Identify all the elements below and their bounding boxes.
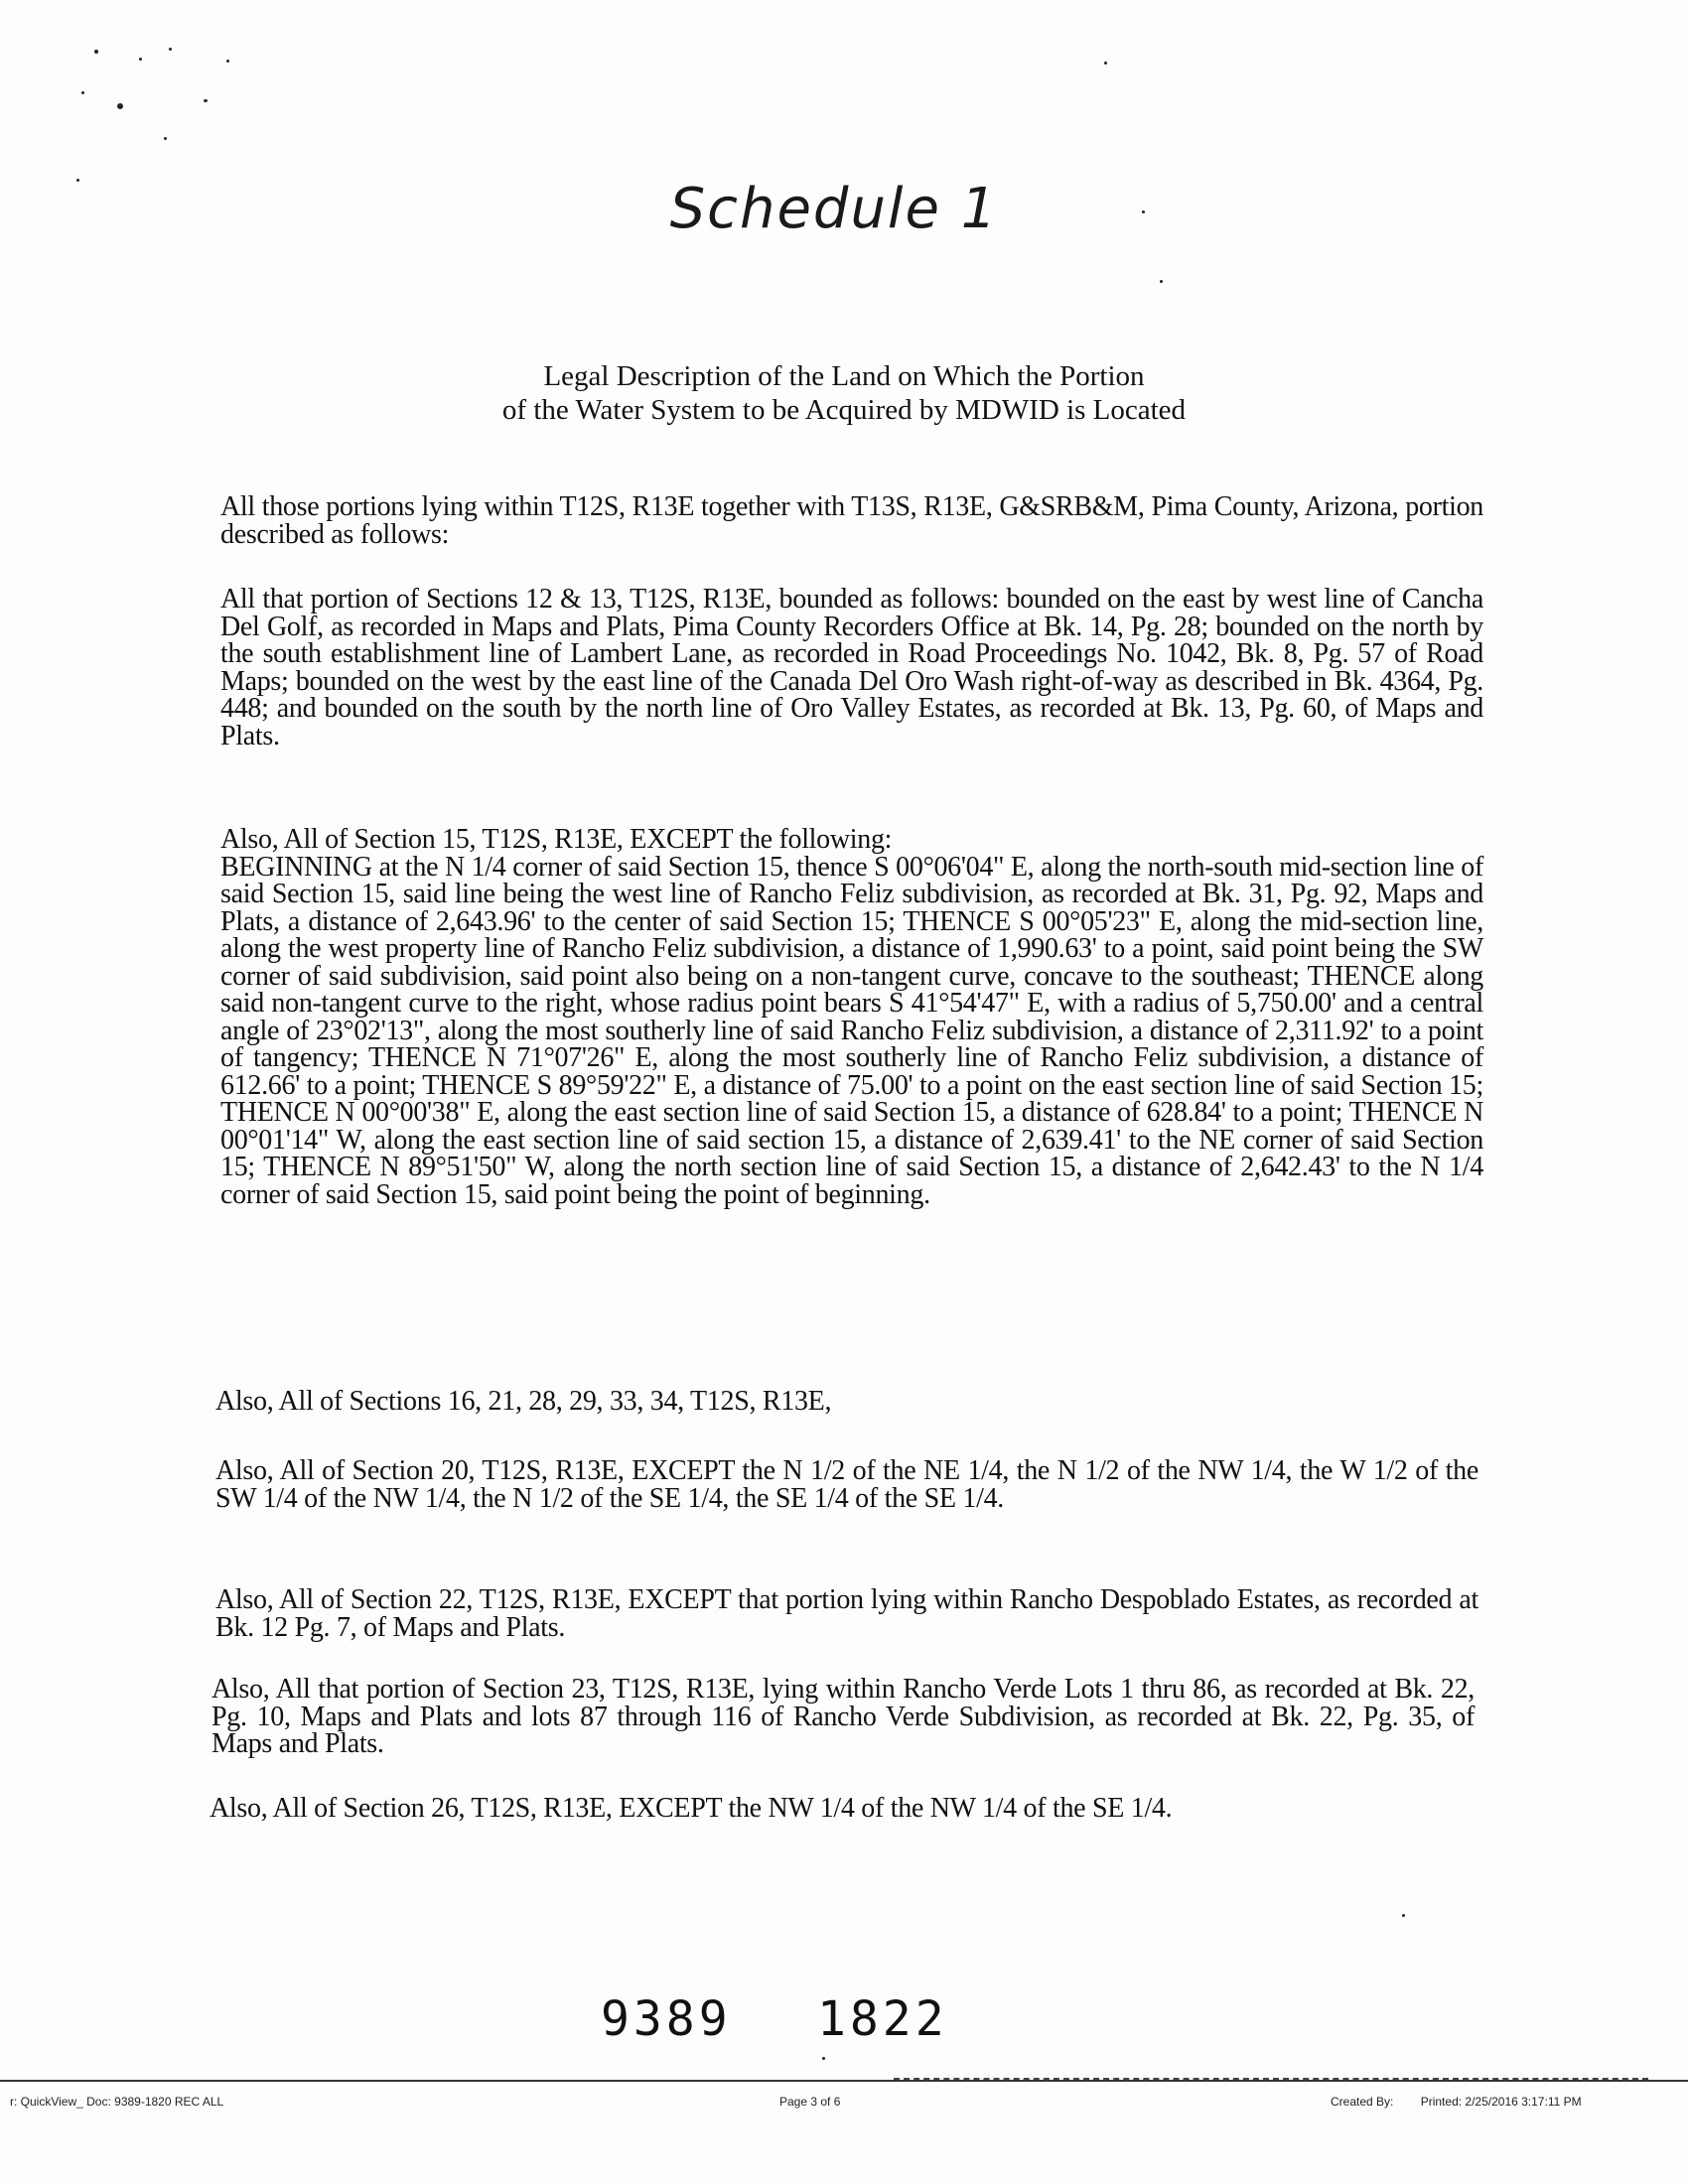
scan-speck [117, 103, 123, 109]
paragraph-sections-12-13: All that portion of Sections 12 & 13, T12S, R13E, bounded as follows: bounded on the east by west line of Cancha Del Golf, as recorded in Maps and Plats, Pima County Recorders Office at Bk. 14, Pg. 28; bounded on the north by the south establishment line of Lambert Lane, as recorded in Road Proceedings No. 1042, Bk. 8, Pg. 57 of Road Maps; bounded on the west by the east line of the Canada Del Oro Wash right-of-way as described in Bk. 4364, Pg. 448; and bounded on the south by the north line of Oro Valley Estates, as recorded at Bk. 13, Pg. 60, of Maps and Plats. [220, 584, 1483, 751]
scan-speck [169, 48, 172, 51]
scan-speck [81, 91, 84, 94]
schedule-title: Schedule 1 [669, 177, 999, 241]
paragraph-section-26: Also, All of Section 26, T12S, R13E, EXCEPT the NW 1/4 of the NW 1/4 of the SE 1/4. [210, 1793, 1173, 1824]
paragraph-section-22: Also, All of Section 22, T12S, R13E, EXCEPT that portion lying within Rancho Despoblado Estates, as recorded at Bk. 12 Pg. 7, of Maps and Plats. [215, 1584, 1478, 1643]
footer-divider [0, 2080, 1688, 2082]
document-heading [298, 359, 1390, 427]
scan-speck [822, 2057, 825, 2060]
footer-divider-dashed [894, 2078, 1648, 2080]
footer-doc-reference: r: QuickView_ Doc: 9389-1820 REC ALL [10, 2095, 224, 2109]
footer-page-count: Page 3 of 6 [779, 2095, 841, 2109]
footer-printed-timestamp: Printed: 2/25/2016 3:17:11 PM [1420, 2095, 1582, 2109]
scan-speck [76, 179, 79, 182]
scan-speck [139, 58, 142, 61]
scan-speck [94, 50, 98, 54]
scan-speck [1160, 280, 1163, 283]
paragraph-intro: All those portions lying within T12S, R13E together with T13S, R13E, G&SRB&M, Pima County, Arizona, portion described as follows: [220, 491, 1483, 550]
scan-speck [204, 99, 208, 102]
scan-speck [1402, 1914, 1405, 1917]
docket-number-stamp: 9389 [601, 1991, 732, 2047]
heading-line-2: of the Water System to be Acquired by MDWID is Located [501, 394, 1187, 426]
paragraph-section-23: Also, All that portion of Section 23, T12S, R13E, lying within Rancho Verde Lots 1 thru 86, as recorded at Bk. 22, Pg. 10, Maps and Plats and lots 87 through 116 of Rancho Verde Subdivision, as recorded at Bk. 22, Pg. 35, of Maps and Plats. [211, 1674, 1475, 1759]
paragraph-section-15 [220, 826, 1483, 1208]
paragraph-section-15-body: BEGINNING at the N 1/4 corner of said Section 15, thence S 00°06'04" E, along the north-south mid-section line of said Section 15, said line being the west line of Rancho Feliz subdivision, as recorded at Bk. 31, Pg. 92, Maps and Plats, a distance of 2,643.96' to the center of said Section 15; THENCE S 00°05'23" E, along the mid-section line, along the west property line of Rancho Feliz subdivision, a distance of 1,990.63' to a point, said point being the SW corner of said subdivision, said point also being on a non-tangent curve, concave to the southeast; THENCE along said non-tangent curve to the right, whose radius point bears S 41°54'47" E, with a radius of 5,750.00' and a central angle of 23°02'13", along the most southerly line of said Rancho Feliz subdivision, a distance of 2,311.92' to a point of tangency; THENCE N 71°07'26" E, along the most southerly line of Rancho Feliz subdivision, a distance of 612.66' to a point; THENCE S 89°59'22" E, a distance of 75.00' to a point on the east section line of said Section 15; THENCE N 00°00'38" E, along the east section line of said Section 15, a distance of 628.84' to a point; THENCE N 00°01'14" W, along the east section line of said section 15, a distance of 2,639.41' to the NE corner of said Section 15; THENCE N 89°51'50" W, along the north section line of said Section 15, a distance of 2,642.43' to the N 1/4 corner of said Section 15, said point being the point of beginning. [220, 851, 1483, 1210]
paragraph-section-20: Also, All of Section 20, T12S, R13E, EXCEPT the N 1/2 of the NE 1/4, the N 1/2 of the NW 1/4, the W 1/2 of the SW 1/4 of the NW 1/4, the N 1/2 of the SE 1/4, the SE 1/4 of the SE 1/4. [215, 1455, 1478, 1514]
footer-created-by: Created By: [1331, 2095, 1394, 2109]
paragraph-section-15-intro: Also, All of Section 15, T12S, R13E, EXCEPT the following: [220, 824, 893, 855]
scan-speck [1142, 210, 1145, 213]
page-number-stamp: 1822 [817, 1991, 948, 2047]
scan-speck [1104, 62, 1107, 65]
heading-line-1: Legal Description of the Land on Which the Portion [543, 360, 1145, 392]
scan-speck [226, 60, 229, 63]
paragraph-sections-16-34: Also, All of Sections 16, 21, 28, 29, 33, 34, T12S, R13E, [215, 1386, 832, 1417]
footer-print-info [1331, 2095, 1582, 2109]
scan-speck [164, 137, 167, 140]
